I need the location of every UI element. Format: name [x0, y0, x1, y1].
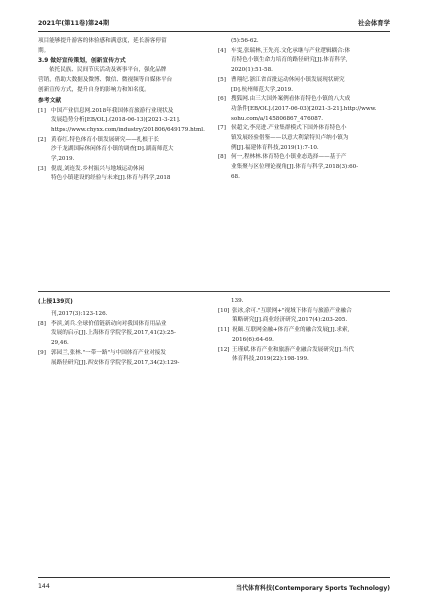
reference-line: sohu.com/a/145806867_476087.	[231, 115, 324, 122]
section-heading: 3.9 做好宣传策划，创新宣传方式	[38, 58, 126, 65]
reference-item	[218, 346, 390, 365]
reference-line: 郭园兰,张林."一带一路"与中国体育产业对接发	[51, 349, 166, 356]
reference-line: 黄春红.特色体育小镇发展研究——扎根于长	[51, 136, 160, 143]
reference-number: [1]	[38, 107, 46, 114]
reference-number: [12]	[218, 346, 230, 353]
reference-number: [8]	[218, 154, 226, 161]
reference-line: 策略研究[J].商业经济研究,2017(4):203-205.	[232, 317, 348, 324]
reference-line: 曹翔纪.浙江省首批运动休闲小镇发展现状研究	[231, 76, 345, 83]
reference-number: [6]	[218, 96, 226, 103]
page-number: 144	[38, 583, 50, 590]
reference-line: 育特色小镇生命力培育的路径研究[J].体育科学,	[231, 57, 348, 64]
reference-line: 王瑾斌.体育产业和旅游产业融合发展研究[J].当代	[232, 346, 355, 353]
section-divider	[38, 291, 390, 292]
reference-line: 例[J].福建体育科技,2019(1):7-10.	[231, 144, 319, 151]
reference-number: [10]	[218, 307, 230, 314]
text-line: 营销，借助大数据及微博、微信、微视频等自媒体平台	[38, 77, 173, 84]
reference-line: 车雯,张瑞林,王先亮.文化承继与产业逻辑耦合:体	[231, 47, 351, 54]
page-header	[38, 18, 390, 32]
text-line: 期。	[38, 47, 50, 54]
continuation-label: (上接139页)	[38, 299, 73, 305]
reference-item	[218, 124, 390, 153]
section-label: 社会体育学	[358, 19, 390, 27]
reference-item	[38, 320, 208, 349]
reference-item	[38, 349, 208, 368]
reference-number: [11]	[218, 327, 230, 334]
reference-number: [8]	[38, 320, 46, 327]
reference-number: [5]	[218, 76, 226, 83]
reference-line: 何一,程林林.体育特色小镇业态选择——基于产	[231, 154, 347, 161]
reference-line: 功条件[EB/OL].(2017-06-03)[2021-3-21].http://www.	[231, 105, 377, 112]
reference-line: 搜狐网.由三大国外案例看体育特色小镇的八大成	[231, 96, 351, 103]
text-line: 刊,2017(3):123-126.	[51, 311, 108, 317]
reference-item	[38, 107, 208, 136]
reference-line: 业集聚与区位理论视角[J].体育与科学,2018(3):60-	[231, 164, 359, 171]
reference-item	[218, 326, 390, 345]
text-line: 项目能够提升游客的体验感和满意度，延长游客停留	[38, 38, 167, 44]
page-footer	[38, 583, 390, 595]
reference-item	[218, 307, 390, 326]
reference-line: 张冰,余可."互联网+"视域下体育与旅游产业融合	[232, 307, 352, 314]
reference-line: 沙千龙湖国际休闲体育小镇的调查[D].湖南师范大	[51, 146, 174, 153]
reference-number: [7]	[218, 125, 226, 132]
reference-line: 发展的启示[J].上海体育学院学报,2017,41(2):25-	[51, 330, 176, 337]
reference-line: 2016(6):64-69.	[232, 336, 274, 343]
reference-item	[38, 136, 208, 165]
bottom-left-column	[38, 310, 208, 368]
reference-line: 体育科技,2019(22):198-199.	[232, 356, 309, 363]
reference-item	[38, 165, 208, 184]
issue-label: 2021年(第11卷)第24期	[38, 20, 110, 27]
text-line: 139.	[231, 298, 244, 304]
text-line: 创新宣传方式，提升自身的影响力和知名度。	[38, 86, 150, 93]
reference-line: 特色小镇建设的经验与未来[J].体育与科学,2018	[51, 175, 171, 182]
text-line: 依托民族、民间节庆活动及赛事平台，强化品牌	[49, 67, 167, 74]
journal-name: 当代体育科技(Contemporary Sports Technology)	[235, 585, 390, 592]
reference-line: 镇发展经验借鉴——以意大利蒙特贝卢纳小镇为	[231, 135, 349, 142]
reference-line: 学,2019.	[51, 156, 75, 163]
reference-line: 2020(1):51-58.	[231, 67, 273, 74]
reference-line: 侯超文,李亮进.产业集群模式下国外体育特色小	[231, 125, 347, 132]
reference-line: 发展趋势分析[EB/OL].(2018-06-13)[2021-3-21].	[51, 117, 181, 124]
bottom-right-column	[218, 297, 390, 365]
header-rule	[38, 31, 390, 32]
reference-line: [D].杭州师范大学,2019.	[231, 86, 293, 93]
reference-item	[218, 76, 390, 95]
reference-item	[218, 95, 390, 124]
reference-line: 祝颐.互联网金融+体育产业的融合发展[J].求索,	[232, 327, 350, 334]
reference-number: [9]	[38, 349, 46, 356]
reference-number: [4]	[218, 47, 226, 54]
reference-line: https://www.chyxx.com/industry/201806/649179.html.	[51, 126, 205, 133]
top-right-column	[218, 37, 390, 183]
reference-line: 李滨,刘兵.全球价值链新动向对我国体育用品业	[51, 320, 167, 327]
reference-line: 倪震,刘连发.乡村振兴与地域运动休闲	[51, 165, 145, 172]
reference-item	[218, 153, 390, 182]
references-heading: 参考文献	[38, 97, 62, 104]
reference-number: [2]	[38, 136, 46, 143]
reference-line: 中国产业信息网.2018年我国体育旅游行业现状及	[51, 107, 174, 114]
top-left-column	[38, 37, 208, 184]
reference-line: 展路径研究[J].西安体育学院学报,2017,34(2):129-	[51, 359, 180, 366]
text-line: (5):56-62.	[231, 38, 259, 44]
reference-line: 68.	[231, 173, 240, 180]
footer-rule	[38, 577, 390, 578]
reference-item	[218, 47, 390, 76]
reference-number: [3]	[38, 165, 46, 172]
reference-line: 29,46.	[51, 340, 69, 347]
